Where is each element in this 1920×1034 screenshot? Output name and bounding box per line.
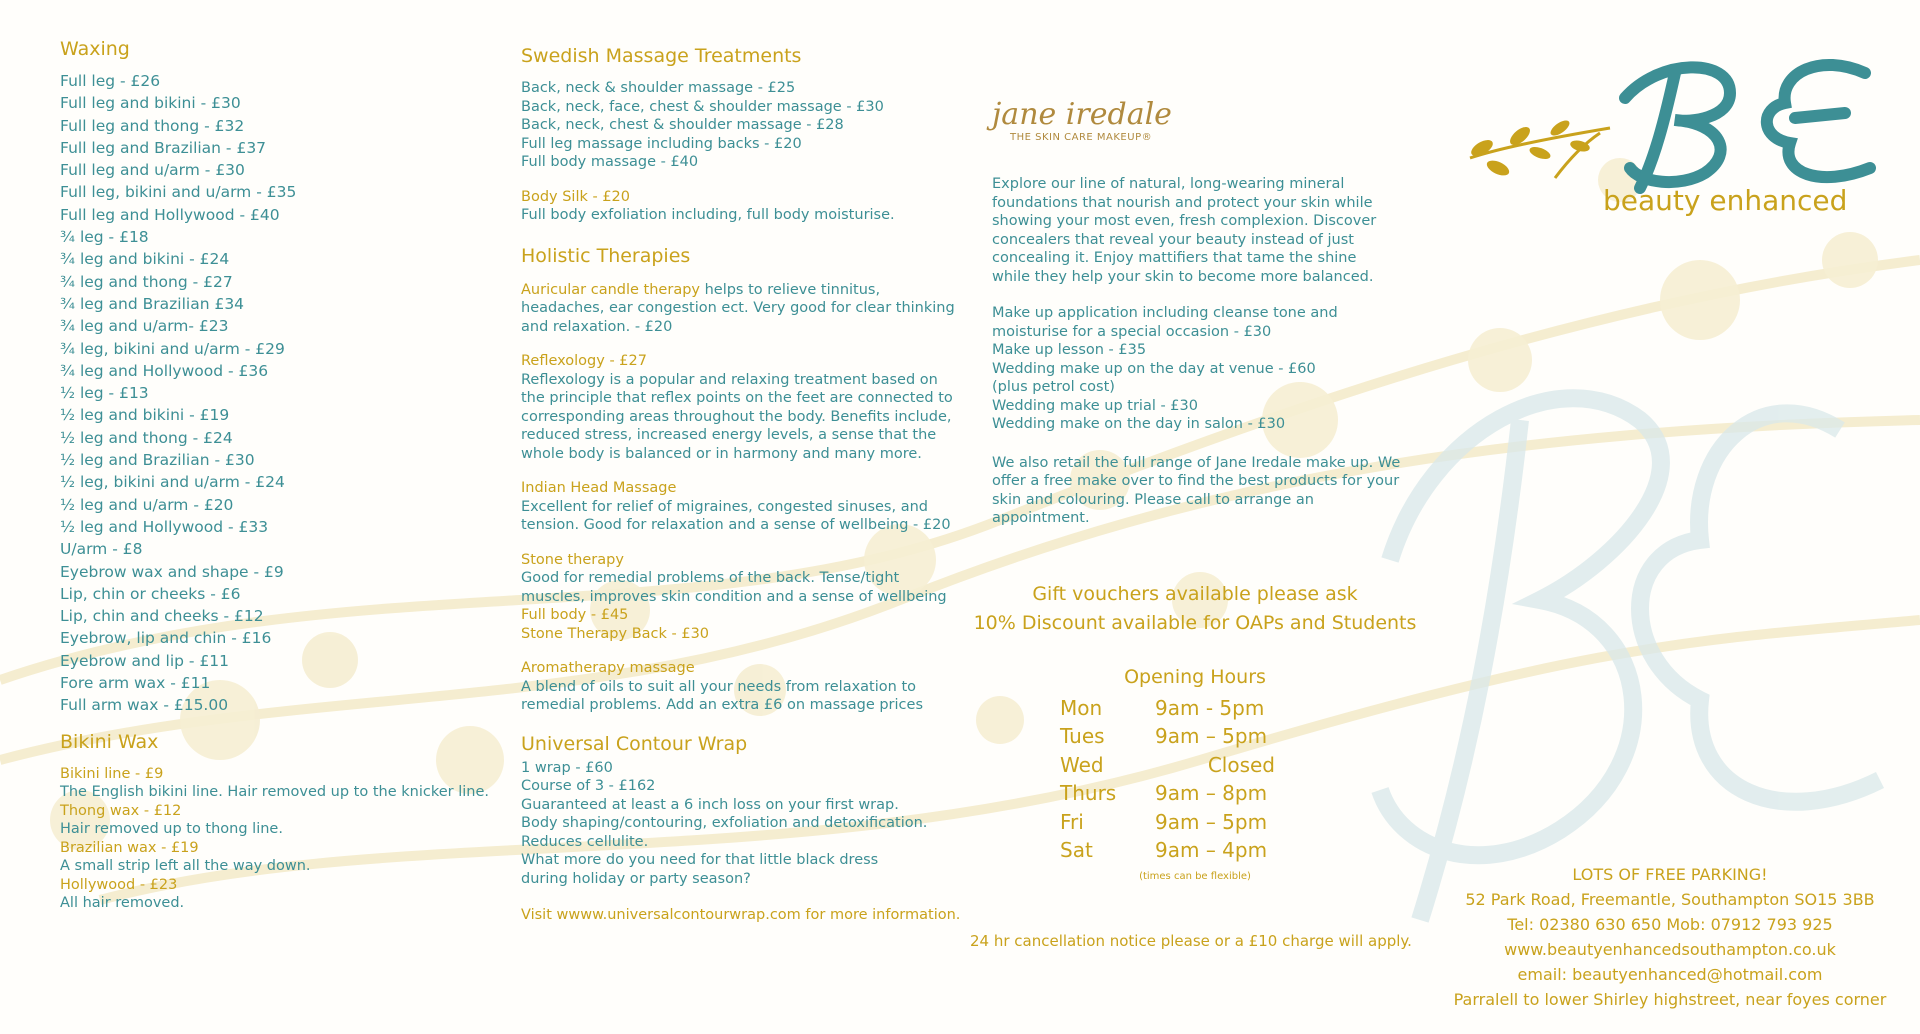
reflexology-block [521, 352, 961, 463]
waxing-item: Full leg and Brazilian - £37 [60, 138, 267, 157]
waxing-item: ½ leg - £13 [60, 384, 149, 403]
waxing-heading: Waxing [60, 38, 130, 60]
hours-day: Wed [1060, 752, 1104, 777]
makeup-column [970, 97, 1417, 950]
waxing-item: Full leg and u/arm - £30 [60, 161, 245, 180]
waxing-item: Full leg, bikini and u/arm - £35 [60, 183, 297, 202]
waxing-item: ¾ leg and Brazilian £34 [60, 294, 245, 313]
waxing-item: ¾ leg - £18 [60, 228, 149, 247]
reflexology-desc: Reflexology is a popular and relaxing treatment based on the principle that reflex points on the feet are connected to corresponding areas throughout the body. Benefits include, reduced stress, increased energy levels, a sense that the whole body is balanced or in harmony and many more. [521, 371, 953, 462]
gift-vouchers-note: Gift vouchers available please ask [1032, 582, 1358, 605]
makeup-intro: Explore our line of natural, long-wearing mineral foundations that nourish and protect your skin while showing your most even, fresh complexion. Discover concealers that reveal your beauty instead of just concealing it. Enjoy mattifiers that tame the shine while they help your skin to become more balanced. [992, 176, 1377, 285]
hours-time: 9am – 8pm [1155, 781, 1268, 806]
waxing-item: ¾ leg and u/arm- £23 [60, 317, 229, 336]
waxing-item: ½ leg and u/arm - £20 [60, 495, 234, 514]
hours-day: Fri [1060, 809, 1084, 834]
opening-hours-title: Opening Hours [1124, 665, 1266, 688]
waxing-item: ¾ leg and thong - £27 [60, 272, 233, 291]
contact-block [1450, 862, 1890, 1012]
contour-wrap-line: 1 wrap - £60 [521, 759, 613, 776]
website-link[interactable]: www.beautyenhancedsouthampton.co.uk [1504, 940, 1836, 959]
indian-head-massage-block [521, 479, 961, 535]
makeup-price-line: (plus petrol cost) [992, 379, 1115, 395]
swedish-massage-list [521, 79, 961, 172]
hours-flexible-note: (times can be flexible) [1139, 870, 1251, 882]
hours-row [1060, 722, 1275, 751]
auricular-desc: helps to relieve tinnitus, headaches, ear congestion ect. Very good for clear thinking and relaxation. - £20 [521, 281, 955, 335]
waxing-item: ½ leg, bikini and u/arm - £24 [60, 473, 285, 492]
contour-wrap-line: Guaranteed at least a 6 inch loss on your first wrap. [521, 796, 899, 813]
swedish-item: Back, neck, chest & shoulder massage - £28 [521, 117, 844, 133]
contour-wrap-line: Reduces cellulite. [521, 833, 649, 850]
reflexology-title: Reflexology - £27 [521, 353, 647, 369]
makeup-price-line: Make up lesson - £35 [992, 342, 1147, 358]
stone-full-body-price: Full body - £45 [521, 607, 629, 623]
hours-row [1060, 808, 1275, 837]
auricular-title: Auricular candle therapy [521, 281, 700, 298]
hours-time: 9am – 5pm [1155, 809, 1268, 834]
bikini-wax-list [60, 765, 489, 913]
waxing-item: ½ leg and thong - £24 [60, 428, 233, 447]
makeup-price-line: Make up application including cleanse tone and [992, 305, 1338, 321]
waxing-item: ½ leg and Hollywood - £33 [60, 517, 269, 536]
waxing-item: Full leg and Hollywood - £40 [60, 205, 280, 224]
stone-therapy-block [521, 551, 961, 644]
waxing-item: Full leg - £26 [60, 72, 161, 90]
bikini-item-title: Hollywood - £23 [60, 876, 178, 893]
waxing-item: Full leg and thong - £32 [60, 116, 245, 135]
bikini-item-desc: Hair removed up to thong line. [60, 821, 283, 838]
makeup-price-line: Wedding make up trial - £30 [992, 397, 1198, 414]
phone-numbers: Tel: 02380 630 650 Mob: 07912 793 925 [1507, 915, 1833, 934]
discount-note: 10% Discount available for OAPs and Students [973, 611, 1417, 634]
brand-name: beauty enhanced [1603, 184, 1848, 217]
email-link[interactable]: email: beautyenhanced@hotmail.com [1517, 965, 1823, 984]
auricular-block [521, 281, 961, 337]
hours-row [1060, 751, 1275, 780]
indian-head-massage-title: Indian Head Massage [521, 480, 677, 496]
body-silk-desc: Full body exfoliation including, full body moisturise. [521, 207, 895, 223]
hours-row [1060, 694, 1275, 723]
hours-time: 9am – 4pm [1155, 838, 1268, 863]
offers-block [960, 580, 1430, 950]
cancellation-notice: 24 hr cancellation notice please or a £10 charge will apply. [970, 931, 1412, 950]
holistic-therapies-heading: Holistic Therapies [521, 244, 691, 267]
contour-wrap-line: Course of 3 - £162 [521, 778, 656, 794]
bikini-item-title: Bikini line - £9 [60, 765, 164, 782]
universal-contour-wrap-list [521, 759, 961, 889]
waxing-item: Eyebrow and lip - £11 [60, 651, 230, 670]
makeup-price-line: moisturise for a special occasion - £30 [992, 323, 1272, 340]
universal-contour-wrap-heading: Universal Contour Wrap [521, 732, 748, 755]
bikini-wax-heading: Bikini Wax [60, 730, 159, 753]
hours-time: Closed [1207, 752, 1275, 777]
waxing-item: U/arm - £8 [60, 540, 143, 559]
bikini-item-title: Thong wax - £12 [60, 802, 182, 819]
stone-back-price: Stone Therapy Back - £30 [521, 625, 710, 642]
hours-row [1060, 836, 1275, 865]
contour-wrap-line: Body shaping/contouring, exfoliation and detoxification. [521, 815, 928, 831]
bikini-item-title: Brazilian wax - £19 [60, 839, 199, 856]
directions-note: Parralell to lower Shirley highstreet, near foyes corner [1453, 990, 1887, 1009]
leaf-branch-icon [1469, 118, 1610, 179]
waxing-item: Full arm wax - £15.00 [60, 696, 229, 715]
waxing-item: Eyebrow wax and shape - £9 [60, 562, 284, 581]
waxing-item: ½ leg and bikini - £19 [60, 406, 230, 425]
jane-iredale-logo-sub: THE SKIN CARE MAKEUP® [1010, 132, 1153, 143]
waxing-item: Full leg and bikini - £30 [60, 94, 241, 113]
opening-hours-table [1060, 694, 1275, 865]
address: 52 Park Road, Freemantle, Southampton SO15 3BB [1465, 890, 1875, 909]
waxing-item: ¾ leg and Hollywood - £36 [60, 361, 269, 380]
bikini-item-desc: The English bikini line. Hair removed up to the knicker line. [60, 784, 489, 801]
body-silk-block [521, 188, 961, 225]
aromatherapy-title: Aromatherapy massage [521, 660, 695, 676]
be-monogram-icon [1625, 65, 1870, 188]
stone-therapy-title: Stone therapy [521, 551, 624, 568]
hours-time: 9am – 5pm [1155, 724, 1268, 749]
contour-wrap-line: What more do you need for that little black dress [521, 852, 879, 868]
universal-contour-wrap-link[interactable]: Visit wwww.universalcontourwrap.com for more information. [521, 907, 961, 923]
waxing-column [60, 38, 489, 913]
aromatherapy-desc: A blend of oils to suit all your needs from relaxation to remedial problems. Add an extra £6 on massage prices [521, 678, 923, 713]
parking-note: LOTS OF FREE PARKING! [1572, 865, 1768, 884]
hours-time: 9am - 5pm [1155, 695, 1265, 720]
hours-row [1060, 779, 1275, 808]
makeup-price-list [992, 304, 1412, 434]
stone-therapy-desc: Good for remedial problems of the back. Tense/tight muscles, improves skin condition and a sense of wellbeing [521, 570, 947, 605]
waxing-item: Lip, chin or cheeks - £6 [60, 584, 241, 603]
waxing-item: ½ leg and Brazilian - £30 [60, 451, 255, 470]
waxing-item: ¾ leg, bikini and u/arm - £29 [60, 339, 285, 358]
swedish-item: Back, neck, face, chest & shoulder massage - £30 [521, 98, 884, 115]
swedish-item: Back, neck & shoulder massage - £25 [521, 80, 796, 96]
body-silk-title: Body Silk - £20 [521, 188, 630, 205]
waxing-item: Fore arm wax - £11 [60, 674, 211, 693]
waxing-item: Lip, chin and cheeks - £12 [60, 607, 264, 626]
massage-column [521, 45, 961, 925]
swedish-item: Full body massage - £40 [521, 154, 699, 170]
waxing-item: ¾ leg and bikini - £24 [60, 250, 230, 269]
makeup-price-line: Wedding make up on the day at venue - £60 [992, 360, 1316, 377]
bikini-item-desc: A small strip left all the way down. [60, 858, 311, 875]
waxing-price-list [60, 70, 480, 717]
makeup-price-line: Wedding make on the day in salon - £30 [992, 416, 1286, 432]
jane-iredale-logo [992, 97, 1412, 143]
swedish-massage-heading: Swedish Massage Treatments [521, 45, 802, 67]
hours-day: Tues [1060, 724, 1105, 749]
bikini-item-desc: All hair removed. [60, 895, 185, 912]
hours-day: Thurs [1060, 781, 1117, 806]
aromatherapy-block [521, 659, 961, 715]
hours-day: Mon [1060, 695, 1103, 720]
swedish-item: Full leg massage including backs - £20 [521, 135, 802, 152]
jane-iredale-logo-text: jane iredale [992, 97, 1172, 132]
contour-wrap-line: during holiday or party season? [521, 870, 751, 887]
waxing-item: Eyebrow, lip and chin - £16 [60, 629, 272, 648]
indian-head-massage-desc: Excellent for relief of migraines, congested sinuses, and tension. Good for relaxation and a sense of wellbeing - £20 [521, 498, 951, 533]
retail-info: We also retail the full range of Jane Iredale make up. We offer a free make over to find the best products for your skin and colouring. Please call to arrange an appointment. [992, 454, 1401, 526]
hours-day: Sat [1060, 838, 1093, 863]
